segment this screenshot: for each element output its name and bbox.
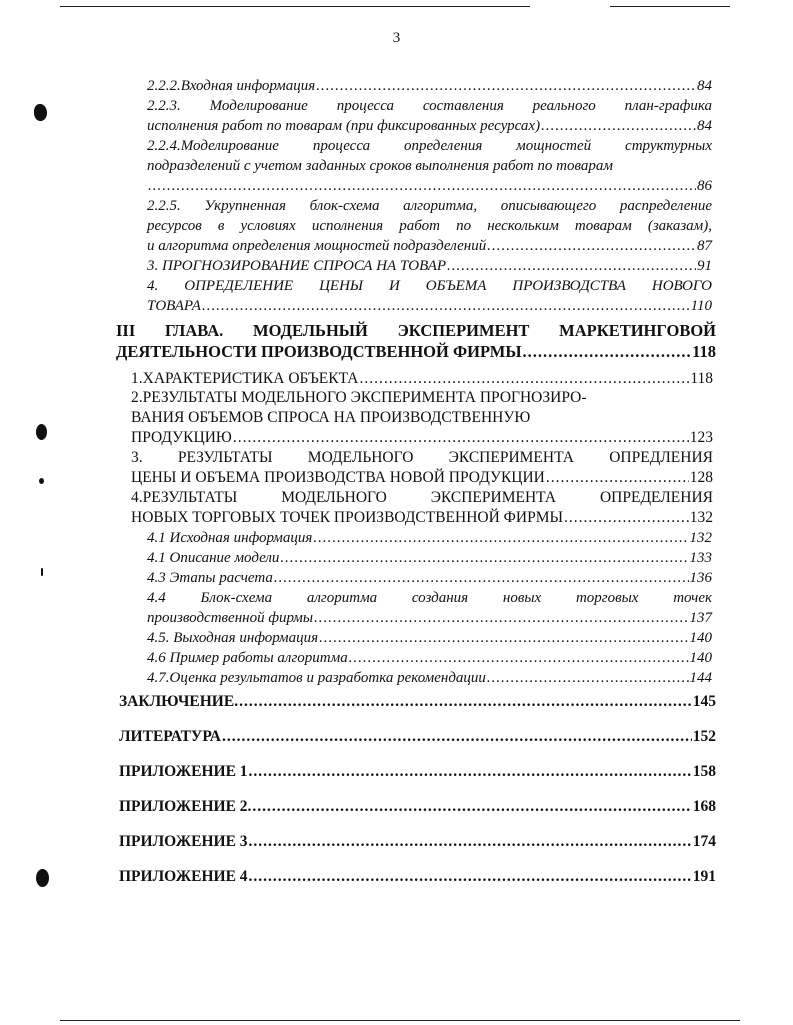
toc-entry-3-1[interactable] [131, 369, 713, 389]
toc-entry-3-4-5[interactable] [147, 628, 712, 648]
toc-entry-3-4-4[interactable] [147, 588, 712, 628]
toc-entry-title-cont: ТОВАРА [147, 298, 201, 314]
top-scan-line [610, 6, 730, 7]
toc-entry-title: 2.2.4.Моделирование процесса определения мощностей структурных [147, 138, 712, 154]
toc-entry-title-cont: исполнения работ по товарам (при фиксированных ресурсах) [147, 118, 541, 134]
toc-entry-3-3[interactable] [131, 448, 713, 488]
toc-entry-page: 87 [697, 238, 712, 254]
toc-conclusion[interactable] [119, 692, 716, 712]
toc-entry-3-2[interactable] [131, 388, 713, 448]
toc-entry-page: 133 [689, 550, 712, 566]
toc-entry-title: ЛИТЕРАТУРА [119, 728, 221, 745]
toc-entry-title: 4.6 Пример работы алгоритма [147, 650, 348, 666]
toc-entry-page: 91 [697, 258, 712, 274]
toc-entry-title-cont: ЦЕНЫ И ОБЪЕМА ПРОИЗВОДСТВА НОВОЙ ПРОДУКЦИИ [131, 469, 545, 486]
toc-chapter-title-cont: ДЕЯТЕЛЬНОСТИ ПРОИЗВОДСТВЕННОЙ ФИРМЫ [116, 342, 522, 361]
toc-entry-page: 152 [692, 728, 716, 745]
toc-entry-page: 137 [689, 610, 712, 626]
toc-entry-3-4[interactable] [131, 488, 713, 528]
toc-entry-title: 3. ПРОГНОЗИРОВАНИЕ СПРОСА НА ТОВАР [147, 258, 447, 274]
toc-entry-2-2-4[interactable] [147, 136, 712, 196]
page-number: 3 [392, 30, 401, 46]
toc-entry-title: ПРИЛОЖЕНИЕ 1 [119, 763, 248, 780]
toc-entry-title: ПРИЛОЖЕНИЕ 3 [119, 833, 248, 850]
toc-entry-page: 144 [689, 670, 712, 686]
toc-entry-title-cont: ВАНИЯ ОБЪЕМОВ СПРОСА НА ПРОИЗВОДСТВЕННУЮ [131, 409, 531, 426]
toc-entry-page: 84 [697, 78, 712, 94]
top-scan-line [60, 6, 530, 7]
punch-hole-mark [39, 478, 44, 484]
toc-entry-title: 4. ОПРЕДЕЛЕНИЕ ЦЕНЫ И ОБЪЕМА ПРОИЗВОДСТВА НОВОГО [147, 278, 712, 294]
toc-entry-page: 110 [690, 298, 712, 314]
toc-entry-3-4-1[interactable] [147, 528, 712, 548]
toc-chapter-page: 118 [692, 342, 716, 361]
toc-entry-page: 86 [697, 178, 712, 194]
toc-entry-3-4-2[interactable] [147, 548, 712, 568]
toc-entry-page: 136 [689, 570, 712, 586]
toc-appendix-3[interactable] [119, 832, 716, 852]
toc-entry-page: 158 [692, 763, 716, 780]
toc-entry-page: 168 [692, 798, 716, 815]
toc-entry-page: 140 [689, 630, 712, 646]
toc-entry-title: 4.3 Этапы расчета [147, 570, 273, 586]
toc-chapter-3[interactable] [116, 320, 716, 362]
toc-entry-2-2-5[interactable] [147, 196, 712, 256]
toc-entry-page: 123 [689, 429, 713, 446]
toc-entry-page: 118 [690, 370, 713, 387]
toc-entry-page: 191 [692, 868, 716, 885]
toc-entry-title-cont: НОВЫХ ТОРГОВЫХ ТОЧЕК ПРОИЗВОДСТВЕННОЙ ФИРМЫ [131, 509, 564, 526]
toc-entry-title: 4.1 Описание модели [147, 550, 280, 566]
toc-entry-title-cont: ПРОДУКЦИЮ [131, 429, 232, 446]
toc-entry-page: 140 [689, 650, 712, 666]
toc-entry-title-cont: ресурсов в условиях исполнения работ по нескольким товарам (заказам), [147, 218, 712, 234]
toc-entry-title: ПРИЛОЖЕНИЕ 4 [119, 868, 248, 885]
toc-entry-title: 2.2.2.Входная информация [147, 78, 316, 94]
toc-entry-2-4[interactable] [147, 276, 712, 316]
toc-entry-title: 3. РЕЗУЛЬТАТЫ МОДЕЛЬНОГО ЭКСПЕРИМЕНТА ОПРЕДЛЕНИЯ [131, 449, 713, 466]
bottom-scan-line [60, 1020, 740, 1021]
toc-entry-title: ЗАКЛЮЧЕНИЕ. [119, 693, 239, 710]
toc-entry-2-2-2[interactable] [147, 76, 712, 96]
toc-entry-title: 1.ХАРАКТЕРИСТИКА ОБЪЕКТА [131, 370, 359, 387]
toc-entry-2-3[interactable] [147, 256, 712, 276]
toc-appendix-1[interactable] [119, 762, 716, 782]
toc-entry-title-cont: подразделений с учетом заданных сроков выполнения работ по товарам [147, 158, 613, 174]
toc-literature[interactable] [119, 727, 716, 747]
toc-entry-page: 174 [692, 833, 716, 850]
toc-entry-title: 2.2.3. Моделирование процесса составления реального план-графика [147, 98, 712, 114]
toc-chapter-title: III ГЛАВА. МОДЕЛЬНЫЙ ЭКСПЕРИМЕНТ МАРКЕТИНГОВОЙ [116, 321, 716, 340]
punch-hole-mark [34, 104, 47, 121]
toc-entry-title: 4.5. Выходная информация [147, 630, 319, 646]
toc-entry-title: 4.7.Оценка результатов и разработка рекомендации [147, 670, 486, 686]
toc-entry-3-4-3[interactable] [147, 568, 712, 588]
toc-entry-page: 145 [692, 693, 716, 710]
toc-entry-3-4-6[interactable] [147, 648, 712, 668]
toc-entry-title: 4.РЕЗУЛЬТАТЫ МОДЕЛЬНОГО ЭКСПЕРИМЕНТА ОПРЕДЕЛЕНИЯ [131, 489, 713, 506]
toc-entry-title: 2.2.5. Укрупненная блок-схема алгоритма, описывающего распределение [147, 198, 712, 214]
toc-entry-page: 84 [697, 118, 712, 134]
toc-entry-title: 2.РЕЗУЛЬТАТЫ МОДЕЛЬНОГО ЭКСПЕРИМЕНТА ПРОГНОЗИРО- [131, 389, 587, 406]
toc-entry-page: 132 [689, 509, 713, 526]
punch-hole-mark [36, 869, 49, 887]
toc-entry-2-2-3[interactable] [147, 96, 712, 136]
punch-hole-mark [36, 424, 47, 440]
toc-entry-title: ПРИЛОЖЕНИЕ 2. [119, 798, 252, 815]
toc-entry-title-cont: и алгоритма определения мощностей подразделений [147, 238, 487, 254]
toc-entry-page: 128 [689, 469, 713, 486]
toc-appendix-2[interactable] [119, 797, 716, 817]
punch-hole-mark [41, 568, 43, 576]
toc-entry-page: 132 [689, 530, 712, 546]
toc-entry-title-cont: производственной фирмы [147, 610, 313, 626]
toc-entry-title: 4.4 Блок-схема алгоритма создания новых торговых точек [147, 590, 712, 606]
toc-entry-title: 4.1 Исходная информация [147, 530, 313, 546]
toc-entry-3-4-7[interactable] [147, 668, 712, 688]
toc-appendix-4[interactable] [119, 867, 716, 887]
